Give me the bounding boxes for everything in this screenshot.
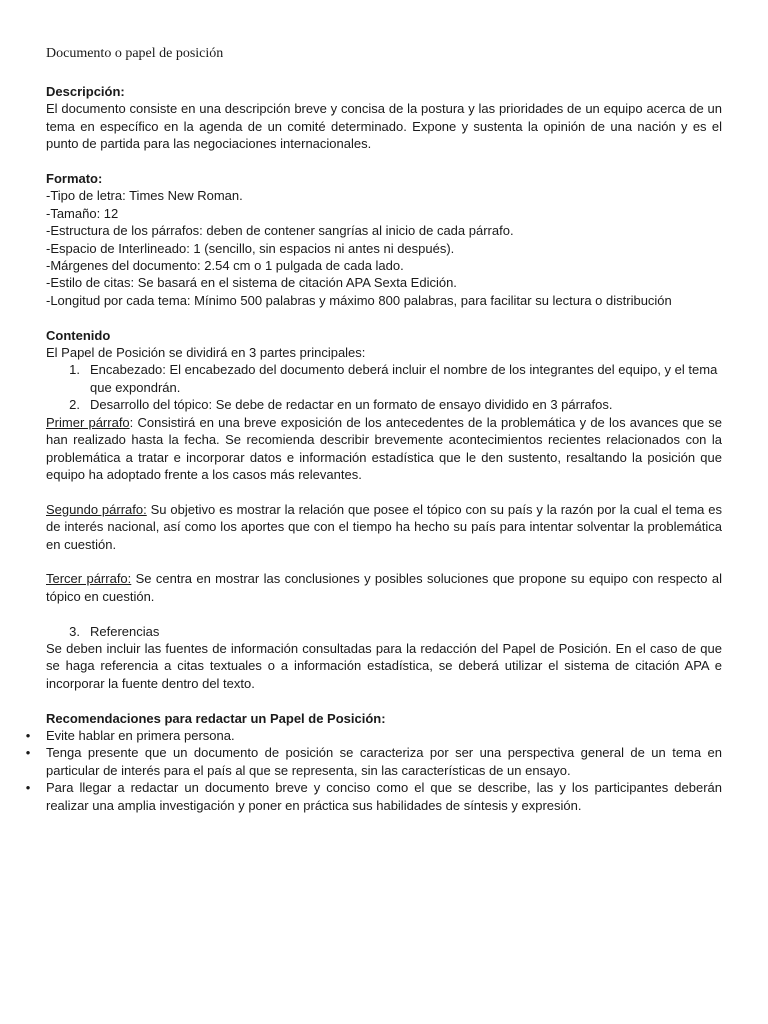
tercer-label: Tercer párrafo: (46, 571, 132, 587)
contenido-heading: Contenido (46, 327, 111, 343)
document-title: Documento o papel de posición (46, 46, 224, 61)
item-text: Desarrollo del tópico: Se debe de redactar en un formato de ensayo dividido en 3 párrafos. (90, 397, 613, 413)
bullet-icon: • (25, 745, 31, 761)
formato-line: -Tipo de letra: Times New Roman. (46, 188, 243, 204)
segundo-text: Su objetivo es mostrar la relación que posee el tópico con su país y la razón por la cual el tema es de interés nacional, así como los aportes que con el tiempo ha hecho su país para intentar solventar la problemática en cuestión. (46, 501, 722, 552)
bullet-text: Tenga presente que un documento de posición se caracteriza por ser una perspectiva general de un tema en particular de interés para el país al que se representa, sin las características de un ensayo. (46, 745, 722, 778)
formato-line: -Estilo de citas: Se basará en el sistema de citación APA Sexta Edición. (46, 275, 457, 291)
bullet-text: Evite hablar en primera persona. (46, 727, 235, 743)
formato-line: -Espacio de Interlineado: 1 (sencillo, sin espacios ni antes ni después). (46, 240, 455, 256)
referencias-text: Se deben incluir las fuentes de información consultadas para la redacción del Papel de Posición. En el caso de que se haga referencia a citas textuales o a información estadística, se deberá utilizar el sistema de citación APA e incorporar la fuente dentro del texto. (46, 640, 722, 691)
item-number: 3. (69, 623, 80, 639)
bullet-item (25, 727, 722, 744)
document-body (25, 83, 723, 814)
segundo-label: Segundo párrafo: (46, 501, 147, 517)
numbered-item (46, 623, 722, 640)
formato-line: -Márgenes del documento: 2.54 cm o 1 pulgada de cada lado. (46, 258, 404, 274)
primer-label: Primer párrafo (46, 414, 130, 430)
item-text: Encabezado: El encabezado del documento deberá incluir el nombre de los integrantes del equipo, y el tema que expondrán. (90, 362, 718, 395)
bullet-icon: • (25, 780, 31, 796)
descripcion-heading: Descripción: (46, 84, 125, 99)
primer-parrafo (46, 414, 722, 484)
primer-text: : Consistirá en una breve exposición de los antecedentes de la problemática y de los avances que se han realizado hasta la fecha. Se recomienda describir brevemente acontecimientos recientes relacionados con la problemática a tratar e incorporar datos e información estadística que le den sustento, resaltando la posición que equipo ha adoptado frente a los casos más relevantes. (46, 414, 723, 482)
formato-heading: Formato: (46, 171, 103, 187)
item-number: 1. (69, 362, 80, 378)
descripcion-text: El documento consiste en una descripción breve y concisa de la postura y las prioridades de un equipo acerca de un tema en específico en la agenda de un comité determinado. Expone y sustenta la opinión de una nación y es el punto de partida para las negociaciones internacionales. (46, 101, 722, 152)
tercer-text: Se centra en mostrar las conclusiones y posibles soluciones que propone su equipo con respecto al tópico en cuestión. (46, 571, 722, 604)
item-text: Referencias (90, 623, 160, 639)
tercer-parrafo (46, 570, 722, 605)
formato-line: -Longitud por cada tema: Mínimo 500 palabras y máximo 800 palabras, para facilitar su lectura o distribución (46, 292, 672, 308)
formato-line: -Tamaño: 12 (46, 205, 119, 221)
formato-line: -Estructura de los párrafos: deben de contener sangrías al inicio de cada párrafo. (46, 223, 514, 239)
contenido-intro: El Papel de Posición se dividirá en 3 partes principales: (46, 345, 366, 361)
item-number: 2. (69, 397, 80, 413)
numbered-item (46, 361, 722, 396)
numbered-item (46, 396, 722, 413)
recomendaciones-heading: Recomendaciones para redactar un Papel de Posición: (46, 710, 386, 726)
segundo-parrafo (46, 501, 722, 553)
bullet-icon: • (25, 727, 31, 743)
bullet-text: Para llegar a redactar un documento breve y conciso como el que se describe, las y los participantes deberán realizar una amplia investigación y poner en práctica sus habilidades de síntesis y expresión. (46, 780, 722, 813)
bullet-item (25, 779, 722, 814)
bullet-item (25, 744, 722, 779)
